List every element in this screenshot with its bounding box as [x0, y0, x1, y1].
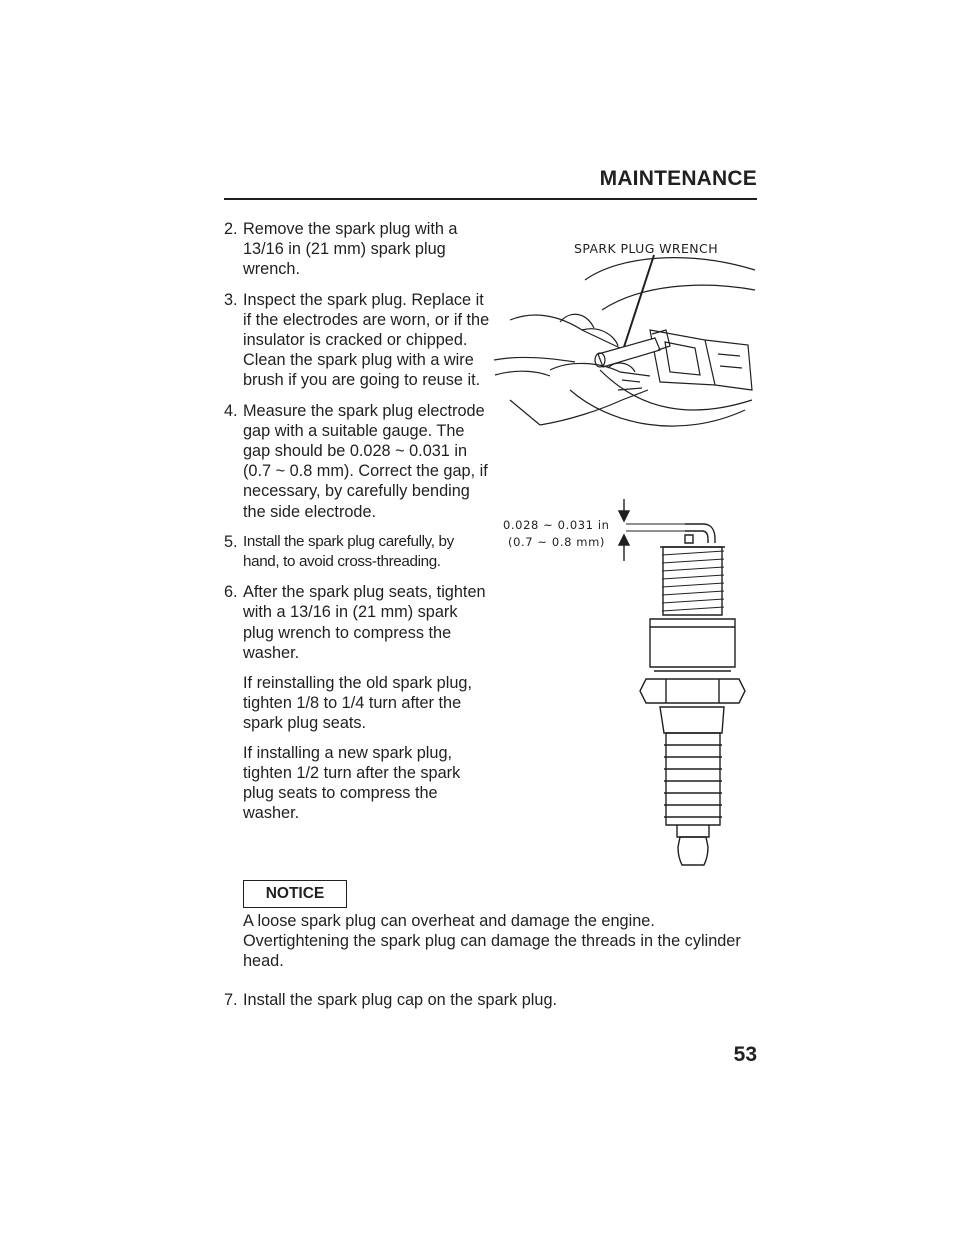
step-number: 5.	[224, 532, 238, 551]
gap-label-mm: (0.7 ~ 0.8 mm)	[508, 535, 605, 549]
step-text: Remove the spark plug with a 13/16 in (21 mm) spark plug wrench.	[243, 220, 458, 279]
step-number: 3.	[224, 290, 238, 309]
page-section-title: MAINTENANCE	[599, 167, 757, 190]
gap-label-inches: 0.028 ~ 0.031 in	[503, 518, 610, 532]
step-7	[224, 990, 724, 1010]
step-3	[224, 290, 492, 391]
step-6-reinstall-note: If reinstalling the old spark plug, tighten 1/8 to 1/4 turn after the spark plug seats.	[243, 674, 472, 733]
step-number: 2.	[224, 220, 238, 238]
step-6-new-plug-note: If installing a new spark plug, tighten 1/2 turn after the spark plug seats to compress the washer.	[243, 743, 461, 823]
step-text: Inspect the spark plug. Replace it if the electrodes are worn, or if the insulator is cracked or chipped. Clean the spark plug with a wire brush if you are going to reuse it.	[243, 290, 490, 390]
step-2	[224, 219, 492, 280]
page-number: 53	[733, 1043, 757, 1066]
step-text: Measure the spark plug electrode gap with a suitable gauge. The gap should be 0.028 ~ 0.031 in (0.7 ~ 0.8 mm). Correct the gap, if necessary, by carefully bending the side electrode.	[243, 401, 488, 521]
step-text: Install the spark plug carefully, by hand, to avoid cross-threading.	[243, 532, 454, 571]
step-5	[224, 532, 492, 572]
spark-plug-illustration	[600, 495, 760, 870]
step-number: 7.	[224, 991, 238, 1009]
wrench-figure-label: SPARK PLUG WRENCH	[574, 241, 718, 256]
header-rule	[224, 198, 757, 200]
wrench-illustration	[490, 250, 760, 450]
instruction-column	[224, 219, 492, 832]
step-number: 6.	[224, 583, 238, 602]
step-6	[224, 582, 492, 663]
step-text: After the spark plug seats, tighten with a 13/16 in (21 mm) spark plug wrench to compress the washer.	[243, 583, 486, 662]
step-4	[224, 401, 492, 522]
notice-label: NOTICE	[243, 880, 347, 908]
step-number: 4.	[224, 401, 238, 420]
step-text: Install the spark plug cap on the spark plug.	[243, 991, 558, 1009]
notice-text: A loose spark plug can overheat and damage the engine. Overtightening the spark plug can damage the threads in the cylinder head.	[243, 912, 741, 971]
